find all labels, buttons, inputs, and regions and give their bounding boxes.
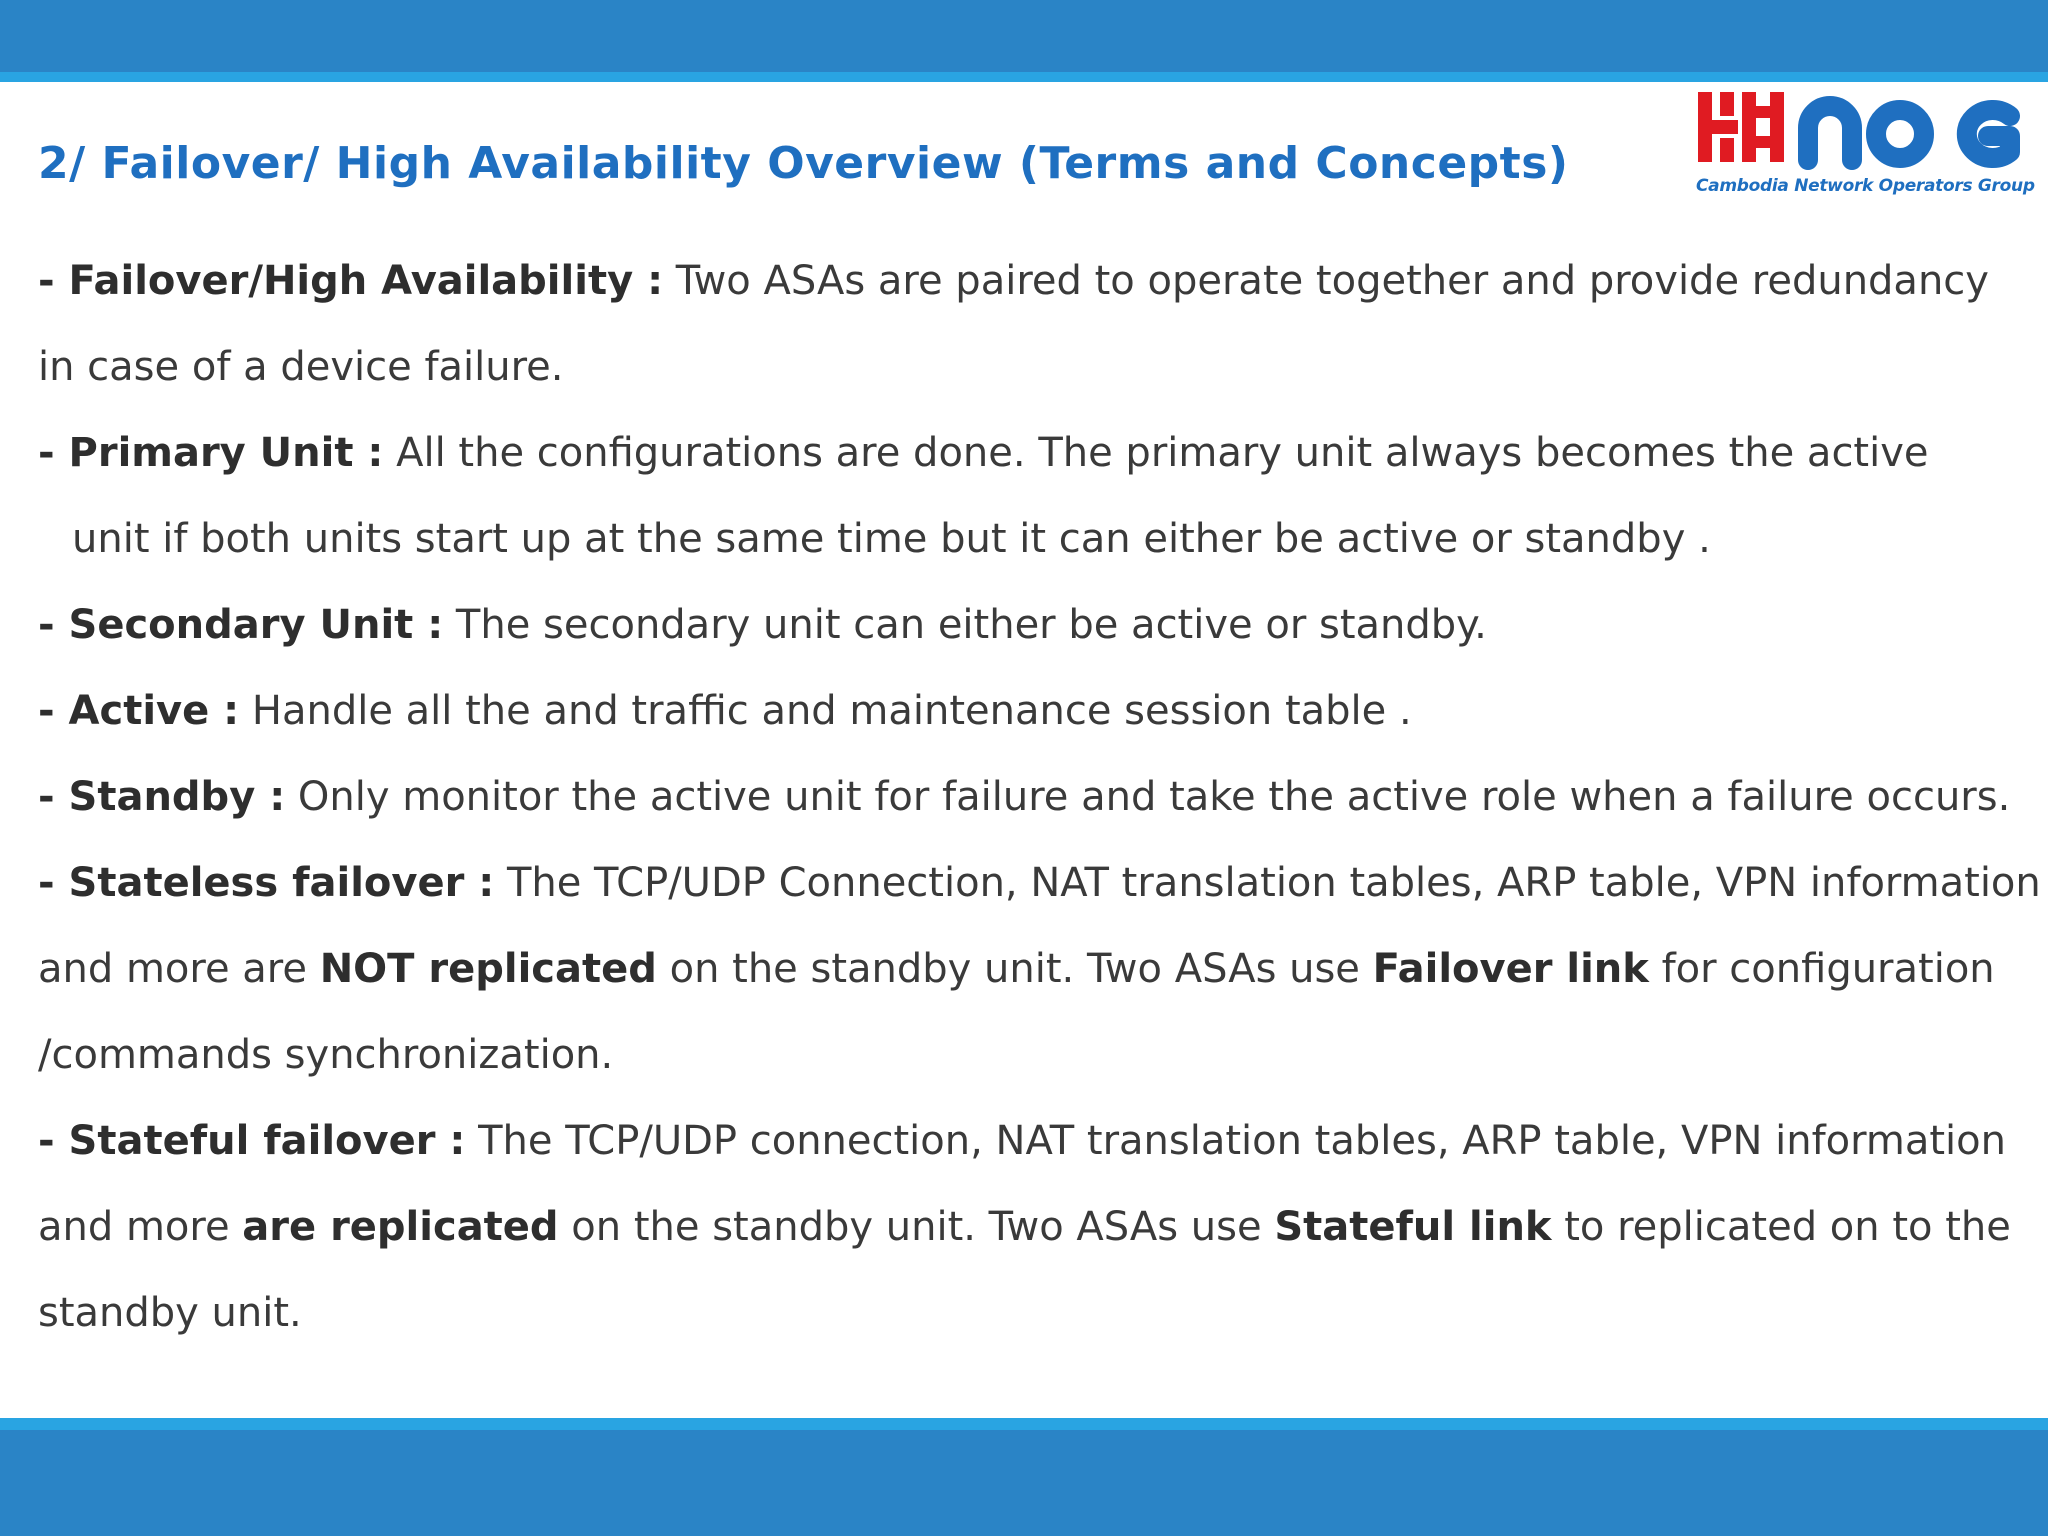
stateful-desc-2a: and more: [38, 1204, 243, 1250]
top-banner-accent-line: [0, 72, 2048, 82]
stateful-desc-line-3: standby unit.: [38, 1290, 302, 1336]
stateful-desc-line-2: [38, 1184, 2028, 1270]
logo-tagline: Cambodia Network Operators Group: [1696, 176, 2035, 196]
stateful-desc-2b: on the standby unit. Two ASAs use: [558, 1204, 1275, 1250]
bottom-banner: [0, 1430, 2048, 1536]
failover-definition: [38, 238, 2028, 324]
stateful-failover-term: - Stateful failover :: [38, 1118, 466, 1164]
stateless-desc-line-1: The TCP/UDP Connection, NAT translation tables, ARP table, VPN information: [494, 860, 2041, 906]
secondary-desc: The secondary unit can either be active or standby.: [443, 602, 1487, 648]
primary-unit-term: - Primary Unit :: [38, 430, 384, 476]
stateful-link-term: Stateful link: [1274, 1204, 1552, 1250]
primary-desc-line-2: unit if both units start up at the same time but it can either be active or standby .: [72, 516, 1711, 562]
stateless-not-replicated: NOT replicated: [319, 946, 657, 992]
standby-desc: Only monitor the active unit for failure and take the active role when a failure occurs.: [285, 774, 2011, 820]
failover-term: - Failover/High Availability :: [38, 258, 664, 304]
stateless-failover-definition: [38, 840, 2041, 926]
failover-desc-line-2: in case of a device failure.: [38, 344, 564, 390]
khnog-logo-mark: [1690, 84, 2040, 174]
stateless-desc-line-3: /commands synchronization.: [38, 1032, 614, 1078]
bottom-banner-accent-line: [0, 1418, 2048, 1430]
active-desc: Handle all the and traffic and maintenance session table .: [239, 688, 1412, 734]
primary-desc-line-1: All the configurations are done. The primary unit always becomes the active: [383, 430, 1929, 476]
stateful-desc-2c: to replicated on to the: [1551, 1204, 2011, 1250]
stateful-failover-definition: [38, 1098, 2028, 1184]
standby-definition: [38, 754, 2028, 840]
active-definition: [38, 668, 2028, 754]
active-term: - Active :: [38, 688, 240, 734]
stateful-desc-line-1: The TCP/UDP connection, NAT translation tables, ARP table, VPN information: [465, 1118, 2006, 1164]
stateful-are-replicated: are replicated: [242, 1204, 559, 1250]
failover-link-term: Failover link: [1372, 946, 1649, 992]
stateless-failover-term: - Stateless failover :: [38, 860, 495, 906]
secondary-unit-term: - Secondary Unit :: [38, 602, 444, 648]
stateless-desc-2c: for configuration: [1648, 946, 1995, 992]
stateless-desc-2b: on the standby unit. Two ASAs use: [656, 946, 1373, 992]
secondary-unit-definition: [38, 582, 2028, 668]
top-banner: [0, 0, 2048, 72]
primary-unit-definition: [38, 410, 2028, 496]
slide-body: [38, 238, 2041, 1356]
stateless-desc-line-2: [38, 926, 2028, 1012]
slide-title: 2/ Failover/ High Availability Overview (Terms and Concepts): [38, 138, 1569, 189]
stateless-desc-2a: and more are: [38, 946, 320, 992]
failover-desc-line-1: Two ASAs are paired to operate together and provide redundancy: [663, 258, 1989, 304]
standby-term: - Standby :: [38, 774, 286, 820]
khnog-logo: [1690, 84, 2040, 204]
